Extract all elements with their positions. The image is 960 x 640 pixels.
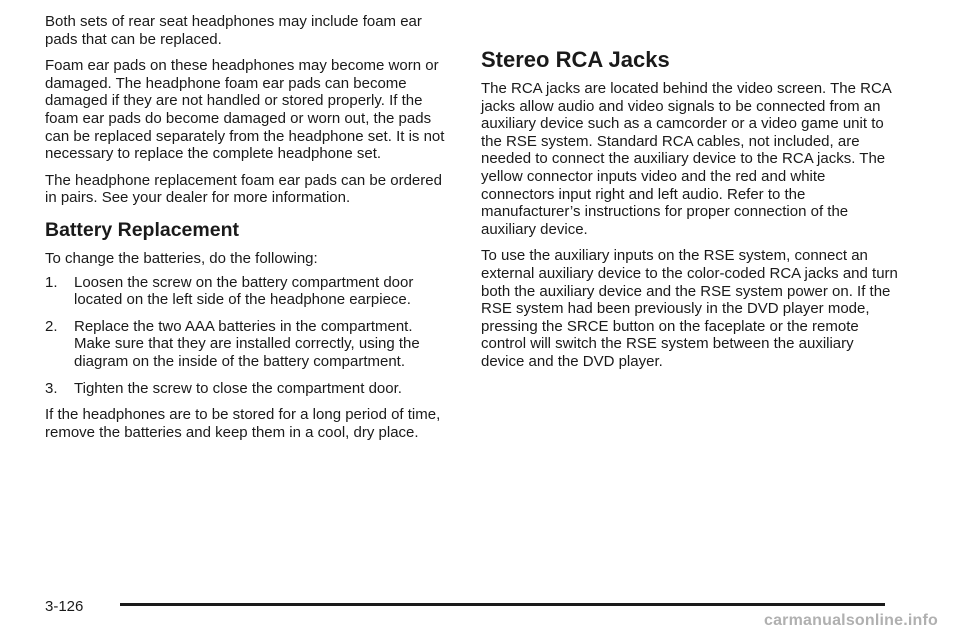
body-paragraph: The headphone replacement foam ear pads can be ordered in pairs. See your dealer for more information. xyxy=(45,171,442,207)
step-text: Tighten the screw to close the compartment door. xyxy=(74,379,402,397)
body-paragraph: Foam ear pads on these headphones may become worn or damaged. The headphone foam ear pads can become damaged if they are not handled or stored properly. If the foam ear pads do become damaged or worn out, the pads can be replaced separately from the headphone set. It is not necessary to replace the complete headphone set. xyxy=(45,57,445,163)
body-paragraph: Both sets of rear seat headphones may include foam ear pads that can be replaced. xyxy=(45,13,422,48)
step-number: 2. xyxy=(45,317,58,335)
battery-steps-list xyxy=(45,274,445,398)
watermark: carmanualsonline.info xyxy=(763,612,938,629)
list-item xyxy=(45,318,445,371)
section-heading-stereo-rca-jacks: Stereo RCA Jacks xyxy=(481,47,670,72)
body-paragraph: To use the auxiliary inputs on the RSE system, connect an external auxiliary device to the color-coded RCA jacks and turn both the auxiliary device and the RSE system power on. If the RSE system had been previously in the DVD player mode, pressing the SRCE button on the faceplate or the remote control will switch the RSE system between the auxiliary device and the DVD player. xyxy=(481,247,898,370)
list-item xyxy=(45,274,445,309)
page-number: 3-126 xyxy=(45,598,84,615)
step-text: Replace the two AAA batteries in the compartment. Make sure that they are installed correctly, using the diagram on the inside of the battery compartment. xyxy=(74,317,420,370)
storage-note: If the headphones are to be stored for a long period of time, remove the batteries and keep them in a cool, dry place. xyxy=(45,406,441,441)
footer-divider xyxy=(120,603,885,606)
step-text: Loosen the screw on the battery compartment door located on the left side of the headphone earpiece. xyxy=(74,273,414,309)
section-heading-battery-replacement: Battery Replacement xyxy=(45,218,239,241)
step-number: 3. xyxy=(45,379,58,397)
list-item xyxy=(45,380,445,398)
battery-intro: To change the batteries, do the following: xyxy=(45,249,318,267)
right-column xyxy=(481,0,901,371)
body-paragraph: The RCA jacks are located behind the video screen. The RCA jacks allow audio and video signals to be connected from an auxiliary device such as a camcorder or a video game unit to the RSE system. Standard RCA cables, not included, are needed to connect the auxiliary device to the RCA jacks. The yellow connector inputs video and the red and white connectors input right and left audio. Refer to the manufacturer’s instructions for proper connection of the auxiliary device. xyxy=(481,80,891,238)
left-column xyxy=(45,0,445,441)
step-number: 1. xyxy=(45,273,58,291)
